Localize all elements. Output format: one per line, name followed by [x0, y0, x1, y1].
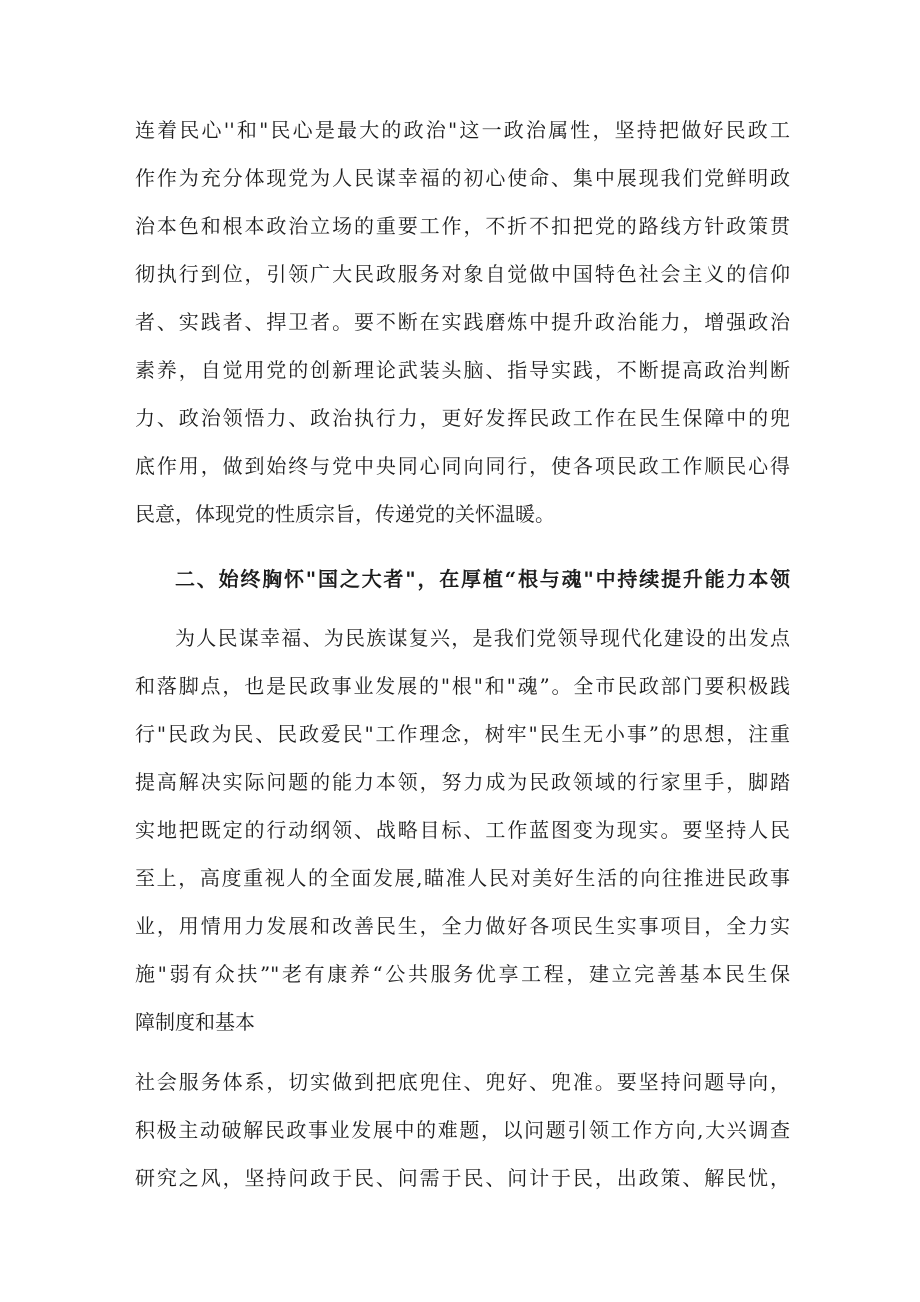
text-line: 彻执行到位，引领广大民政服务对象自觉做中国特色社会主义的信仰 [135, 262, 790, 286]
paragraph [135, 1058, 790, 1202]
text-line: 积极主动破解民政事业发展中的难题，以问题引领工作方向,大兴调查 [135, 1118, 790, 1142]
text-line: 业，用情用力发展和改善民生，全力做好各项民生实事项目，全力实 [135, 914, 790, 938]
text-line: 研究之风，坚持问政于民、问需于民、问计于民，出政策、解民忧， [135, 1166, 790, 1190]
text-line: 和落脚点，也是民政事业发展的"根"和"魂”。全市民政部门要积极践 [135, 674, 790, 698]
text-line: 至上，高度重视人的全面发展,瞄准人民对美好生活的向往推进民政事 [135, 866, 790, 890]
section-heading [135, 555, 790, 603]
text-line: 社会服务体系，切实做到把底兜住、兜好、兜准。要坚持问题导向， [135, 1070, 790, 1094]
text-line: 民意，体现党的性质宗旨，传递党的关怀温暖。 [135, 502, 555, 526]
text-line: 实地把既定的行动纲领、战略目标、工作蓝图变为现实。要坚持人民 [135, 818, 790, 842]
paragraph [135, 106, 790, 538]
text-line: 者、实践者、捍卫者。要不断在实践磨炼中提升政治能力，增强政治 [135, 310, 790, 334]
text-line: 为人民谋幸福、为民族谋复兴，是我们党领导现代化建设的出发点 [175, 626, 790, 650]
text-line: 连着民心''和"民心是最大的政治"这一政治属性，坚持把做好民政工 [135, 118, 790, 142]
text-line: 素养，自觉用党的创新理论武装头脑、指导实践，不断提高政治判断 [135, 358, 790, 382]
text-line: 施"弱有众扶”"老有康养“公共服务优享工程，建立完善基本民生保 [135, 962, 790, 986]
text-line: 治本色和根本政治立场的重要工作，不折不扣把党的路线方针政策贯 [135, 214, 790, 238]
text-line: 作作为充分体现党为人民谋幸福的初心使命、集中展现我们党鲜明政 [135, 166, 790, 190]
text-line: 力、政治领悟力、政治执行力，更好发挥民政工作在民生保障中的兜 [135, 406, 790, 430]
paragraph [135, 614, 790, 1046]
text-line: 提高解决实际问题的能力本领，努力成为民政领域的行家里手，脚踏 [135, 770, 790, 794]
text-line: 行"民政为民、民政爱民"工作理念，树牢"民生无小事”的思想，注重 [135, 722, 790, 746]
text-line: 底作用，做到始终与党中央同心同向同行，使各项民政工作顺民心得 [135, 454, 790, 478]
text-line: 障制度和基本 [135, 1010, 255, 1034]
section-heading-text: 二、始终胸怀"国之大者"，在厚植“根与魂"中持续提升能力本领 [175, 567, 790, 591]
